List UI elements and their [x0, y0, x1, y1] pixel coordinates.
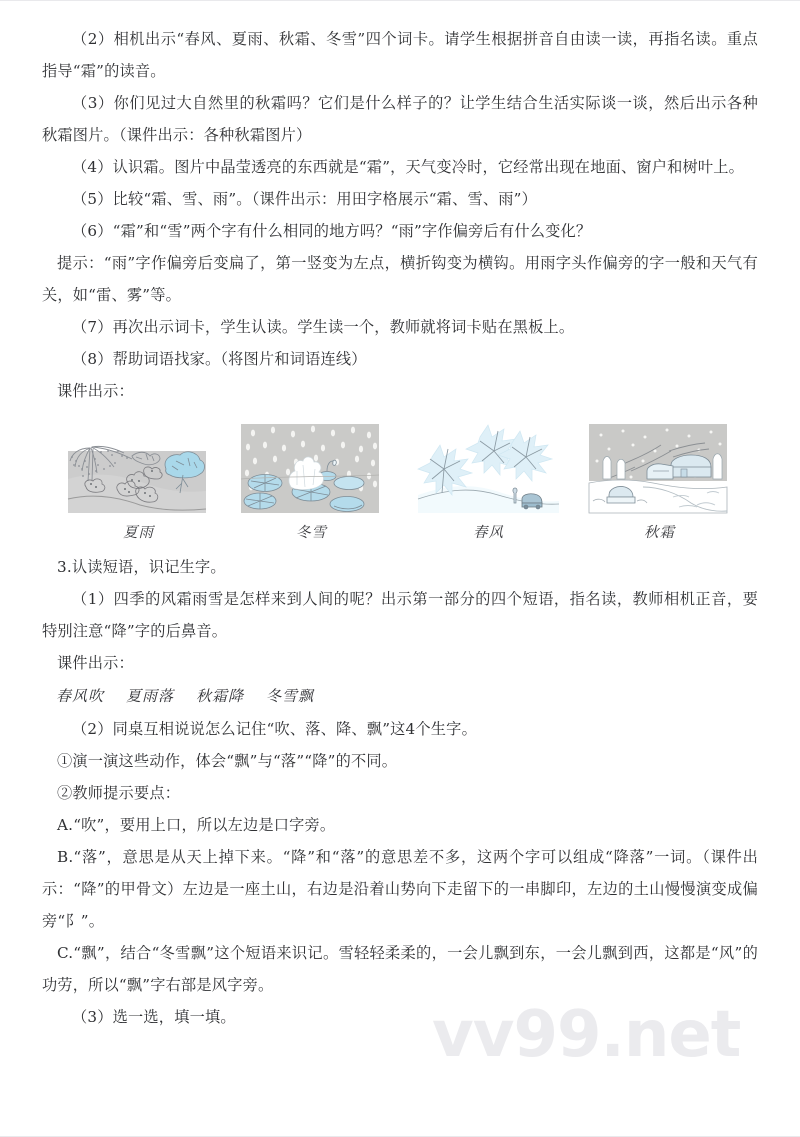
- phrase-item-3: 秋霜降: [196, 687, 245, 705]
- picture-caption-winter-snow: 冬雪: [296, 525, 327, 541]
- picture-cell-spring-wind: [416, 421, 587, 548]
- paragraph-m5: （3）选一选，填一填。: [72, 1008, 236, 1026]
- paragraph-item-c: C.“飘”，结合“冬雪飘”这个短语来识记。雪轻轻柔柔的，一会儿飘到东，一会儿飘到西，这都是“风”的功劳，所以“飘”字右部是风字旁。: [42, 944, 758, 994]
- paragraph-2: （2）相机出示“春风、夏雨、秋霜、冬雪”四个词卡。请学生根据拼音自由读一读，再指名读。重点指导“霜”的读音。: [42, 30, 758, 80]
- paragraph-8: （8）帮助词语找家。（将图片和词语连线）: [72, 350, 367, 368]
- paragraph-m4: ②教师提示要点：: [57, 784, 181, 802]
- paragraph-m1: （1）四季的风霜雨雪是怎样来到人间的呢？出示第一部分的四个短语，指名读，教师相机正音，要特别注意“降”字的后鼻音。: [42, 590, 758, 640]
- page-content: [0, 1, 800, 1033]
- paragraph-7: （7）再次出示词卡，学生认读。学生读一个，教师就将词卡贴在黑板上。: [72, 318, 575, 336]
- paragraph-m3: ①演一演这些动作，体会“飘”与“落”“降”的不同。: [57, 752, 398, 770]
- phrase-item-2: 夏雨落: [126, 687, 175, 705]
- paragraph-item-a: A.“吹”，要用上口，所以左边是口字旁。: [57, 816, 336, 834]
- picture-cell-summer-rain: [66, 421, 237, 548]
- paragraph-m2: （2）同桌互相说说怎么记住“吹、落、降、飘”这4个生字。: [72, 720, 477, 738]
- picture-cell-autumn-frost: [587, 421, 758, 548]
- section-3-heading: 3.认读短语，识记生字。: [57, 558, 226, 576]
- picture-caption-summer-rain: 夏雨: [123, 525, 154, 541]
- maple-leaves-wind-image: [416, 421, 561, 518]
- courseware-label-1: 课件出示：: [57, 382, 134, 400]
- picture-cell-winter-snow: [239, 421, 410, 548]
- paragraph-3: （3）你们见过大自然里的秋霜吗？它们是什么样子的？让学生结合生活实际谈一谈，然后出示各种秋霜图片。（课件出示：各种秋霜图片）: [42, 94, 758, 144]
- paragraph-6: （6）“霜”和“雪”两个字有什么相同的地方吗？“雨”字作偏旁后有什么变化？: [72, 222, 592, 240]
- lotus-pond-rain-image: [239, 421, 384, 518]
- phrase-item-4: 冬雪飘: [266, 687, 315, 705]
- willow-rain-scene-image: [66, 421, 211, 518]
- picture-caption-autumn-frost: 秋霜: [644, 525, 675, 541]
- paragraph-5: （5）比较“霜、雪、雨”。（课件出示：用田字格展示“霜、雪、雨”）: [72, 190, 537, 208]
- paragraph-tip: 提示：“雨”字作偏旁后变扁了，第一竖变为左点，横折钩变为横钩。用雨字头作偏旁的字一般和天气有关，如“雷、雾”等。: [42, 254, 758, 304]
- courseware-label-2: 课件出示：: [57, 654, 134, 672]
- paragraph-4: （4）认识霜。图片中晶莹透亮的东西就是“霜”，天气变冷时，它经常出现在地面、窗户和树叶上。: [72, 158, 745, 176]
- snowy-village-image: [587, 421, 732, 518]
- picture-caption-spring-wind: 春风: [473, 525, 504, 541]
- picture-row: [42, 421, 758, 548]
- phrase-item-1: 春风吹: [56, 687, 105, 705]
- phrase-list: [42, 679, 758, 713]
- watermark-text: vv99.net: [432, 998, 741, 1072]
- paragraph-item-b: B.“落”，意思是从天上掉下来。“降”和“落”的意思差不多，这两个字可以组成“降落”一词。（课件出示：“降”的甲骨文）左边是一座土山，右边是沿着山势向下走留下的一串脚印，左边的土山慢慢演变成偏旁“阝”。: [42, 848, 758, 930]
